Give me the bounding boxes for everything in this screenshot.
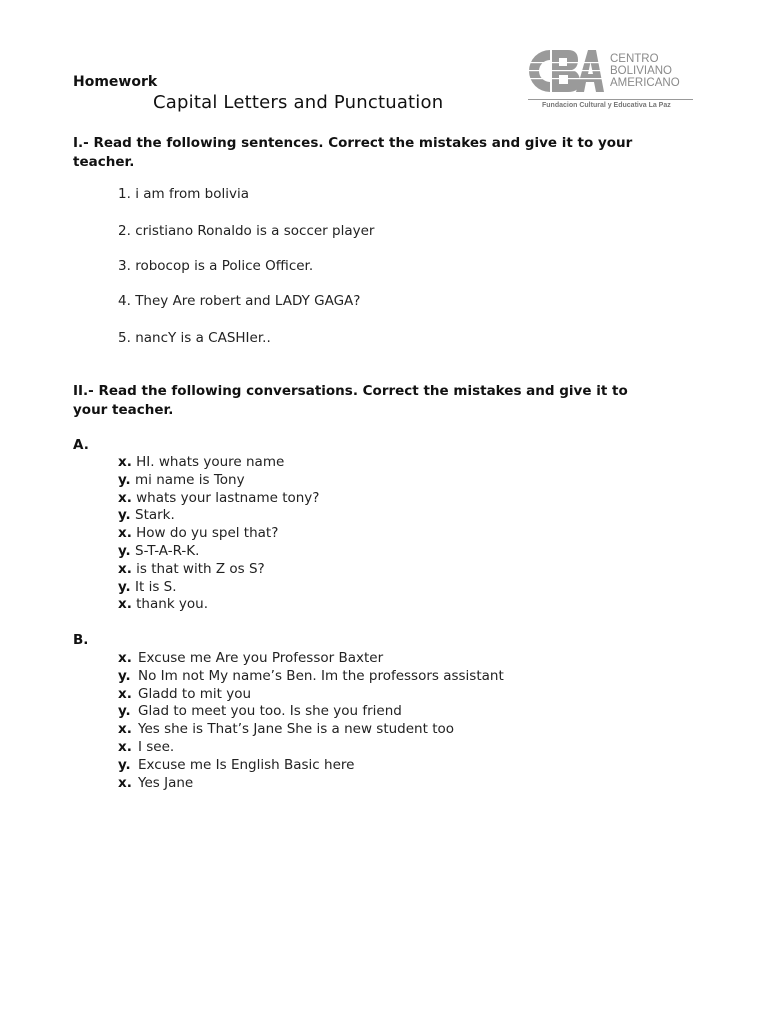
logo-tagline: Fundacion Cultural y Educativa La Paz — [542, 102, 671, 109]
dialogue-line — [118, 650, 504, 668]
dialogue-text: Yes she is That’s Jane She is a new student too — [138, 721, 455, 738]
sentence-number: 2. — [118, 223, 131, 239]
dialogue-text: Stark. — [135, 507, 175, 524]
dialogue-line — [118, 543, 319, 561]
dialogue-line — [118, 454, 319, 472]
dialogue-text: Glad to meet you too. Is she you friend — [138, 703, 402, 720]
speaker-label: x. — [118, 489, 132, 506]
dialogue-text: whats your lastname tony? — [136, 489, 320, 506]
cba-logo-mark-icon — [528, 48, 604, 94]
dialogue-text: Gladd to mit you — [138, 685, 252, 702]
speaker-label: x. — [118, 774, 132, 791]
dialogue-text: is that with Z os S? — [136, 560, 265, 577]
speaker-label: x. — [118, 525, 132, 542]
sentence-item — [118, 223, 374, 239]
dialogue-line — [118, 775, 504, 793]
dialogue-line — [118, 579, 319, 597]
speaker-label: y. — [118, 703, 131, 720]
sentence-text: They Are robert and LADY GAGA? — [135, 293, 361, 309]
page-title: Capital Letters and Punctuation — [153, 92, 444, 113]
homework-label: Homework — [73, 74, 158, 90]
speaker-label: x. — [118, 721, 132, 738]
dialogue-text: It is S. — [135, 578, 177, 595]
sentence-text: cristiano Ronaldo is a soccer player — [135, 223, 375, 239]
sentence-number: 5. — [118, 330, 131, 346]
speaker-label: x. — [118, 454, 132, 470]
speaker-label: x. — [118, 685, 132, 702]
sentence-number: 3. — [118, 258, 131, 274]
sentence-number: 4. — [118, 293, 131, 309]
sentence-item — [118, 258, 313, 274]
dialogue-text: I see. — [138, 738, 175, 755]
dialogue-line — [118, 757, 504, 775]
conversation-a — [118, 454, 319, 614]
dialogue-line — [118, 490, 319, 508]
dialogue-line — [118, 596, 319, 614]
dialogue-line — [118, 686, 504, 704]
logo-line: CENTRO — [610, 53, 659, 65]
dialogue-line — [118, 668, 504, 686]
speaker-label: y. — [118, 667, 131, 684]
speaker-label: y. — [118, 756, 131, 773]
dialogue-line — [118, 561, 319, 579]
dialogue-text: HI. whats youre name — [136, 454, 285, 470]
dialogue-text: Excuse me Are you Professor Baxter — [138, 650, 384, 666]
dialogue-text: Excuse me Is English Basic here — [138, 756, 355, 773]
conversation-b-label: B. — [73, 632, 89, 648]
cba-logo — [528, 48, 693, 114]
dialogue-text: thank you. — [136, 596, 209, 613]
section-2-heading: II.- Read the following conversations. Correct the mistakes and give it to your teacher. — [73, 383, 628, 418]
logo-brand-text — [610, 53, 680, 89]
dialogue-line — [118, 721, 504, 739]
dialogue-line — [118, 525, 319, 543]
sentence-text: i am from bolivia — [135, 186, 249, 202]
speaker-label: x. — [118, 650, 132, 666]
sentence-item — [118, 186, 249, 202]
dialogue-line — [118, 472, 319, 490]
sentence-text: robocop is a Police Officer. — [135, 258, 314, 274]
dialogue-text: No Im not My name’s Ben. Im the professors assistant — [138, 667, 504, 684]
speaker-label: x. — [118, 560, 132, 577]
sentence-item — [118, 330, 271, 346]
logo-divider — [528, 99, 693, 100]
section-1-heading: I.- Read the following sentences. Correct the mistakes and give it to your teacher. — [73, 135, 633, 170]
dialogue-text: mi name is Tony — [135, 471, 245, 488]
speaker-label: y. — [118, 471, 131, 488]
conversation-b — [118, 650, 504, 792]
logo-line: AMERICANO — [610, 77, 680, 89]
dialogue-line — [118, 739, 504, 757]
speaker-label: y. — [118, 507, 131, 524]
speaker-label: y. — [118, 578, 131, 595]
speaker-label: x. — [118, 738, 132, 755]
dialogue-text: Yes Jane — [138, 774, 194, 791]
dialogue-text: S-T-A-R-K. — [135, 542, 200, 559]
dialogue-line — [118, 507, 319, 525]
conversation-a-label: A. — [73, 437, 89, 453]
sentence-number: 1. — [118, 186, 131, 202]
speaker-label: x. — [118, 596, 132, 613]
dialogue-text: How do yu spel that? — [136, 525, 279, 542]
speaker-label: y. — [118, 542, 131, 559]
sentence-text: nancY is a CASHIer.. — [135, 330, 271, 346]
dialogue-line — [118, 703, 504, 721]
logo-line: BOLIVIANO — [610, 65, 672, 77]
sentence-item — [118, 293, 360, 309]
